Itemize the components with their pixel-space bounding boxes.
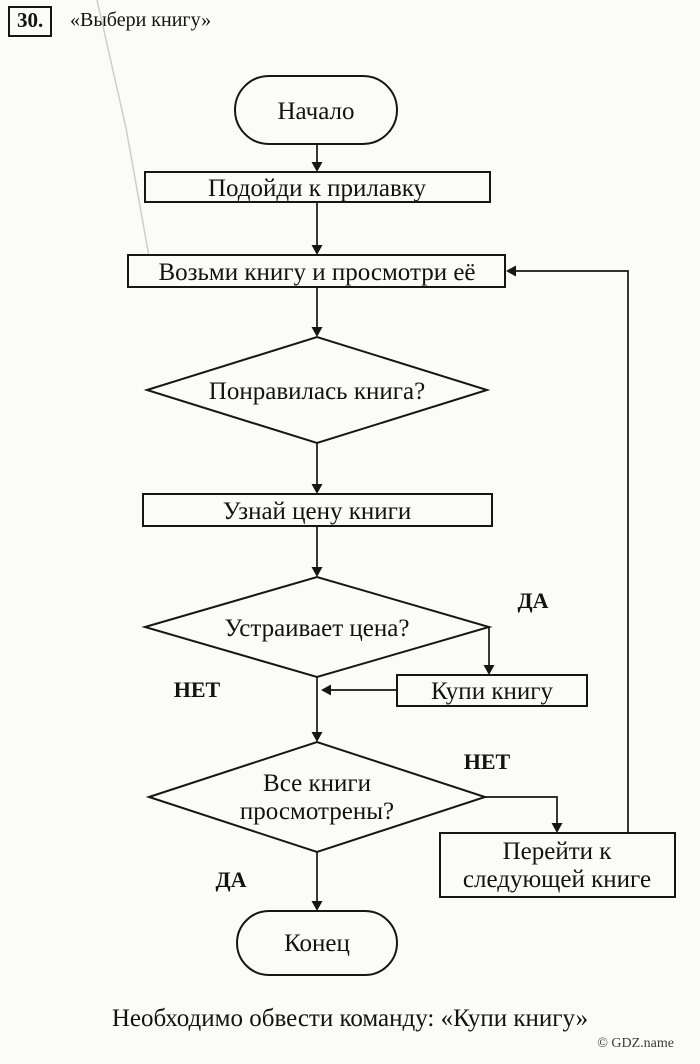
terminal-start-label: Начало <box>277 98 355 125</box>
arrowhead-left-icon <box>321 685 331 696</box>
arrowhead-down-icon <box>312 162 323 172</box>
exercise-number: 30. <box>8 6 52 37</box>
process-next-book-label-line1: Перейти к <box>502 838 612 865</box>
process-take-book-label: Возьми книгу и просмотри её <box>158 259 476 286</box>
decision-all-books <box>149 742 485 852</box>
decision-price-ok-label: Устраивает цена? <box>224 615 410 642</box>
process-approach-label: Подойди к прилавку <box>207 175 427 202</box>
arrowhead-down-icon <box>552 823 563 833</box>
arrowhead-down-icon <box>312 567 323 577</box>
arrowhead-down-icon <box>484 665 495 675</box>
arrowhead-left-icon <box>506 266 516 277</box>
scan-artifact <box>97 0 150 262</box>
branch-no-price-label: НЕТ <box>173 677 221 702</box>
terminal-end-label: Конец <box>284 930 350 957</box>
arrowhead-down-icon <box>312 901 323 911</box>
arrowhead-down-icon <box>312 245 323 255</box>
branch-yes-price-label: ДА <box>517 588 549 613</box>
arrowhead-down-icon <box>312 732 323 742</box>
footer-instruction: Необходимо обвести команду: «Купи книгу» <box>111 1005 589 1032</box>
connector-decision3-next <box>485 797 557 824</box>
arrowhead-down-icon <box>312 327 323 337</box>
connector-next-step2-loop <box>515 271 628 833</box>
process-check-price-label: Узнай цену книги <box>222 498 412 525</box>
branch-yes-all-label: ДА <box>215 867 247 892</box>
page-title: «Выбери книгу» <box>70 9 212 31</box>
decision-all-books-label-line1: Все книги <box>263 770 371 797</box>
watermark: © GDZ.name <box>597 1036 674 1051</box>
arrowhead-down-icon <box>312 484 323 494</box>
decision-all-books-label-line2: просмотрены? <box>239 798 395 825</box>
process-buy-book-label: Купи книгу <box>431 678 553 705</box>
process-next-book-label-line2: следующей книге <box>462 866 652 893</box>
branch-no-all-label: НЕТ <box>463 749 511 774</box>
decision-like-book-label: Понравилась книга? <box>208 378 426 405</box>
